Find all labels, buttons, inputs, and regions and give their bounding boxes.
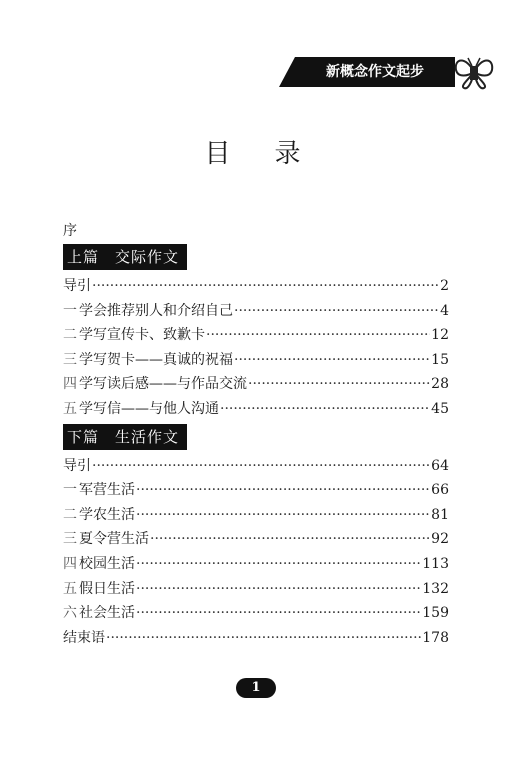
page-number-badge [236,678,276,698]
toc-entry-title: 学写信——与他人沟通 [79,400,219,417]
dot-leader [234,299,439,324]
toc-entry-title: 学农生活 [79,506,135,523]
dot-leader [136,577,421,602]
toc-entry-title: 军营生活 [79,482,135,499]
toc-entry-title: 夏令营生活 [79,531,149,548]
toc-entry[interactable] [63,577,449,602]
toc-entry[interactable] [63,478,449,503]
section-prefix: 上篇 [67,248,100,266]
dot-leader [92,454,430,479]
toc-entry-title: 学写读后感——与作品交流 [79,376,247,393]
toc-entry-title: 学会推荐别人和介绍自己 [79,302,233,319]
toc-entry-number: 四 [63,555,77,572]
toc-entry-number: 三 [63,351,77,368]
toc-entry-page: 45 [431,400,449,417]
toc-entry-page: 113 [422,555,449,572]
toc-entry[interactable] [63,372,449,397]
toc-entry-page: 4 [440,302,449,319]
toc-entry-title: 学写贺卡——真诚的祝福 [79,351,233,368]
toc-entry-page: 81 [431,506,449,523]
dot-leader [136,552,421,577]
toc-entry-page: 159 [422,605,449,622]
toc-entry-number: 五 [63,400,77,417]
toc-entry-number: 一 [63,482,77,499]
toc-entry-number: 二 [63,506,77,523]
toc-entry-page: 12 [431,327,449,344]
toc-entry-title: 假日生活 [79,580,135,597]
page-number: 1 [251,680,261,695]
toc-preface[interactable]: 序 [63,223,77,239]
table-of-contents [63,220,449,650]
dot-leader [106,626,421,651]
toc-entry-title: 校园生活 [79,555,135,572]
toc-entry-number: 六 [63,605,77,622]
toc-entry-number: 四 [63,376,77,393]
dot-leader [248,372,430,397]
part1-entries [63,274,449,422]
dot-leader [220,397,430,422]
toc-entry-page: 132 [422,580,449,597]
toc-entry-number: 三 [63,531,77,548]
toc-entry[interactable] [63,299,449,324]
butterfly-logo-icon [452,52,496,92]
dot-leader [150,527,430,552]
toc-entry-page: 66 [431,482,449,499]
series-title-banner [295,57,455,87]
dot-leader [234,348,430,373]
toc-entry-page: 64 [431,457,449,474]
dot-leader [136,601,421,626]
page-title: 目录 [204,139,345,169]
series-title: 新概念作文起步 [326,64,424,80]
toc-entry[interactable] [63,454,449,479]
toc-entry-page: 92 [431,531,449,548]
section-name: 生活作文 [115,427,180,446]
toc-entry-title: 社会生活 [79,605,135,622]
toc-entry-title: 导引 [63,457,91,474]
section-header-part1 [63,244,187,270]
toc-entry-page: 2 [440,278,449,294]
section-prefix: 下篇 [67,427,100,446]
section-name: 交际作文 [115,248,180,266]
dot-leader [92,274,439,299]
toc-entry[interactable] [63,397,449,422]
toc-entry-title: 导引 [63,278,91,294]
toc-entry-title: 学写宣传卡、致歉卡 [79,327,205,344]
toc-entry[interactable] [63,601,449,626]
toc-entry[interactable] [63,552,449,577]
toc-entry[interactable] [63,323,449,348]
toc-entry-number: 一 [63,302,77,319]
toc-entry-page: 15 [431,351,449,368]
dot-leader [206,323,430,348]
dot-leader [136,503,430,528]
toc-entry[interactable] [63,527,449,552]
section-header-part2 [63,424,187,450]
toc-entry-page: 28 [431,376,449,393]
toc-entry[interactable] [63,503,449,528]
toc-entry-page: 178 [422,629,449,646]
dot-leader [136,478,430,503]
toc-entry-title: 结束语 [63,629,105,646]
toc-entry[interactable] [63,626,449,651]
part2-entries [63,454,449,651]
toc-entry-number: 五 [63,580,77,597]
toc-entry[interactable] [63,348,449,373]
toc-entry[interactable] [63,274,449,299]
toc-entry-number: 二 [63,327,77,344]
